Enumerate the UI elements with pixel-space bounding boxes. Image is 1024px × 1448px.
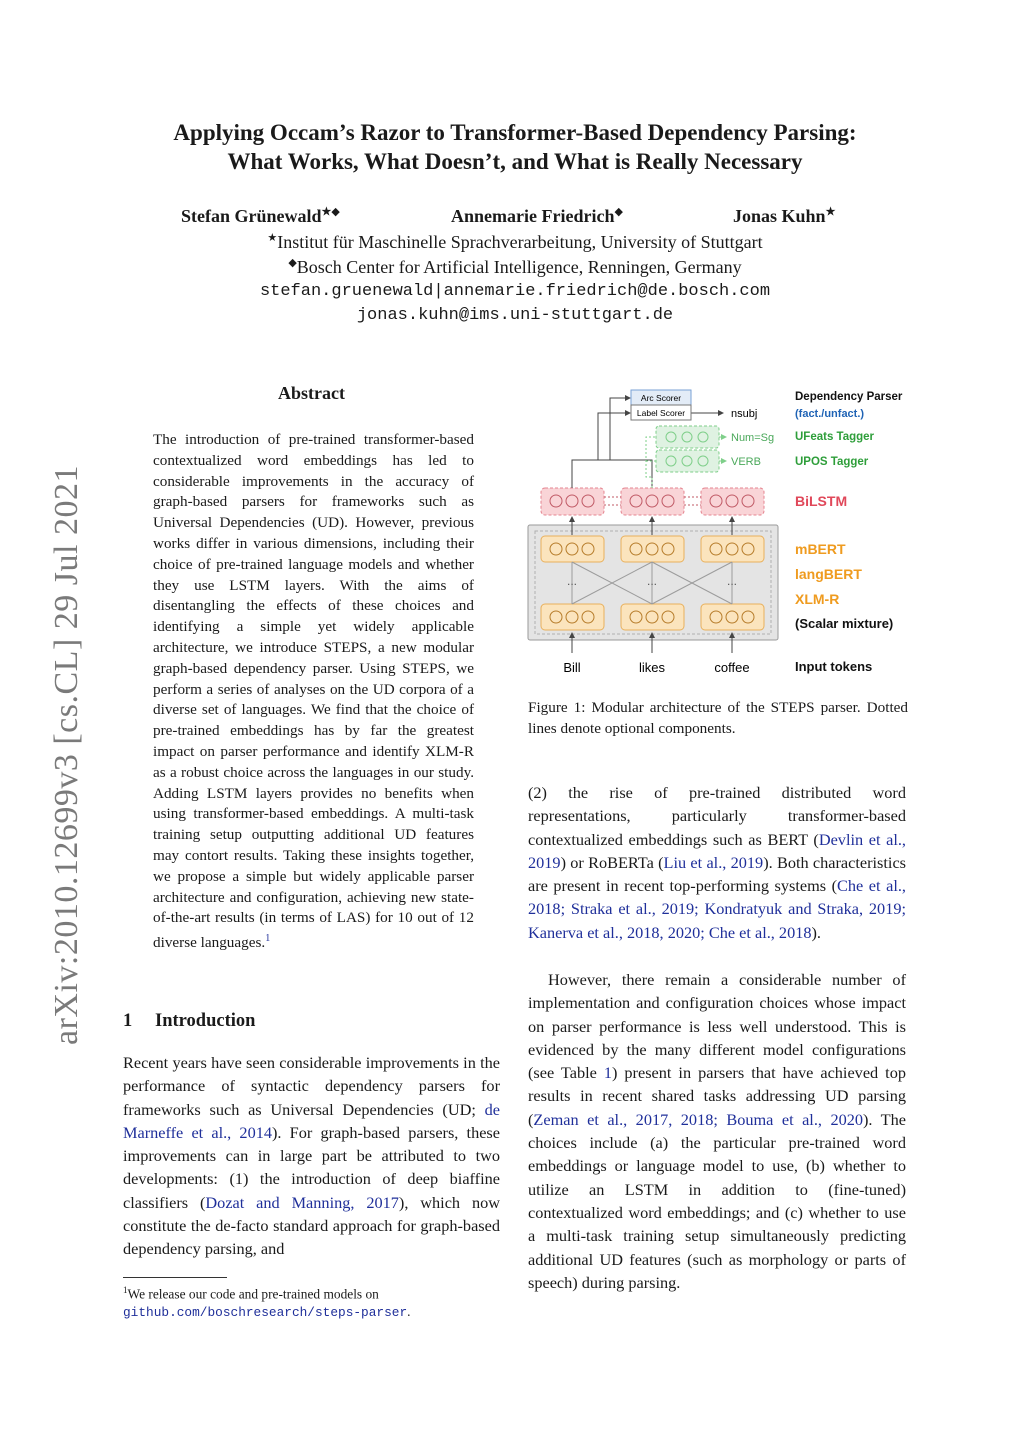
legend-scalar-mixture: (Scalar mixture) [795, 616, 894, 631]
bilstm-layer [541, 488, 764, 515]
footnote-1 [123, 1281, 503, 1322]
arxiv-identifier: arXiv:2010.12699v3 [cs.CL] 29 Jul 2021 [48, 465, 85, 1045]
paragraph-text: ) present in parsers that have achieved top results in recent shared tasks addressing UD parsing ( [528, 1063, 906, 1129]
paragraph-text: Recent years have seen considerable improvements in the performance of syntactic dependency parsers for frameworks such as Universal Dependencies (UD; [123, 1053, 500, 1119]
author-3 [733, 205, 835, 227]
abstract-heading: Abstract [278, 383, 345, 403]
paragraph-text: (2) the rise of pre-trained distributed word representations, particularly transformer-based contextualized embeddings such as BERT ( [528, 783, 906, 849]
arc-scorer-label: Arc Scorer [640, 393, 682, 403]
paragraph-text: ). For graph-based parsers, these improvements can in large part be attributed to two developments: (1) the introduction of deep biaffine classifiers ( [123, 1122, 500, 1212]
footnote-mark: 1 [123, 1285, 128, 1295]
title-line-1: Applying Occam’s Razor to Transformer-Based Dependency Parsing: [173, 120, 857, 145]
affiliation-2 [100, 256, 930, 278]
email-line-2: jonas.kuhn@ims.uni-stuttgart.de [356, 306, 674, 325]
citation-link[interactable]: Liu et al., 2019 [663, 852, 764, 872]
legend-input-tokens: Input tokens [795, 659, 873, 674]
arc-scorer-box [631, 390, 691, 405]
right-paragraph-1 [528, 781, 906, 944]
figure-architecture [525, 385, 915, 685]
legend-xlmr: XLM-R [795, 591, 840, 607]
affiliation-marks: ★◆ [321, 206, 340, 218]
footnote-text: We release our code and pre-trained models on [127, 1286, 379, 1302]
section-heading-introduction [123, 1011, 255, 1032]
citation-link[interactable]: 1 [603, 1063, 612, 1083]
figure-caption: Figure 1: Modular architecture of the STEPS parser. Dotted lines denote optional components. [528, 699, 908, 737]
citation-link[interactable]: Che et al., 2018; Straka et al., 2019; Kondratyuk and Straka, 2019; Kanerva et al., 2018, 2020; Che et al., 2018 [528, 876, 906, 942]
affiliation-mark: ◆ [288, 257, 297, 269]
verb-output: VERB [731, 456, 761, 468]
label-scorer-label: Label Scorer [636, 408, 686, 418]
code-repo-link[interactable]: github.com/boschresearch/steps-parser [123, 1305, 408, 1321]
legend-bilstm: BiLSTM [795, 493, 848, 509]
legend-mbert: mBERT [795, 541, 846, 557]
affiliation-text: Institut für Maschinelle Sprachverarbeitung, University of Stuttgart [277, 232, 763, 252]
token-coffee: coffee [714, 660, 750, 675]
num-sg-output: Num=Sg [731, 432, 775, 444]
upos-tagger [656, 450, 761, 472]
legend-dependency-parser: Dependency Parser [795, 391, 903, 403]
paragraph-text: ), which now constitute the de-facto standard approach for graph-based dependency parsing, and [123, 1192, 501, 1259]
paragraph-text: However, there remain a considerable number of implementation and configuration choices whose impact on parser performance is less well understood. This is evidenced by the many different model configurations (see Table [528, 970, 906, 1083]
transformer-lower-cells [541, 604, 764, 630]
transformer-upper-cells [541, 536, 764, 562]
ellipsis-2: ... [646, 574, 658, 588]
right-paragraph-2 [528, 968, 906, 1294]
author-name: Annemarie Friedrich [451, 206, 615, 226]
legend-ufeats-tagger: UFeats Tagger [795, 431, 875, 443]
citation-link[interactable]: Dozat and Manning, 2017 [205, 1192, 399, 1212]
ellipsis-3: ... [726, 574, 738, 588]
abstract-body [153, 430, 474, 954]
tagger-connections [646, 437, 656, 488]
citation-link[interactable]: Zeman et al., 2017, 2018; Bouma et al., 2020 [533, 1109, 864, 1129]
token-likes: likes [638, 660, 666, 675]
nsubj-output: nsubj [731, 408, 758, 420]
author-name: Jonas Kuhn [733, 206, 826, 226]
ufeats-tagger [656, 426, 774, 448]
section-title: Introduction [155, 1011, 256, 1031]
paragraph-text: ). [811, 922, 821, 942]
title-line-2: What Works, What Doesn’t, and What is Really Necessary [227, 149, 803, 174]
footnote-divider [123, 1277, 227, 1278]
citation-link[interactable]: de Marneffe et al., 2014 [123, 1099, 500, 1142]
footnote-end: . [407, 1304, 411, 1320]
paper-title [100, 118, 930, 176]
author-2 [451, 205, 623, 227]
label-scorer-box [631, 405, 691, 420]
figure-legend [795, 391, 903, 674]
token-bill: Bill [563, 660, 581, 675]
paragraph-text: ). The choices include (a) the particular pre-trained word embeddings or language model to use, (b) whether to utilize an LSTM in addition to (fine-tuned) contextualized word embeddings; and (c) whether to use a multi-task training setup simultaneously predicting additional UD features (such as morphology or parts of speech) during parsing. [528, 1109, 906, 1292]
affiliation-mark: ★ [267, 232, 278, 244]
email-line-1: stefan.gruenewald|annemarie.friedrich@de.bosch.com [259, 282, 771, 301]
author-name: Stefan Grünewald [181, 206, 322, 226]
author-1 [181, 205, 340, 227]
legend-fact-unfact: (fact./unfact.) [795, 408, 865, 420]
footnote-ref[interactable]: 1 [265, 933, 271, 945]
affiliation-text: Bosch Center for Artificial Intelligence, Renningen, Germany [296, 257, 742, 277]
architecture-diagram [525, 385, 915, 685]
legend-langbert: langBERT [795, 566, 862, 582]
affiliation-1 [100, 231, 930, 253]
legend-upos-tagger: UPOS Tagger [795, 456, 869, 468]
abstract-text: The introduction of pre-trained transformer-based contextualized word embeddings has led to considerable improvements in the accuracy of graph-based parsers for frameworks such as Universal Dependencies (UD). However, previous works differ in various dimensions, including their choice of pre-trained language models and whether they use LSTM layers. With the aims of disentangling the effects of these choices and identifying a simple yet widely applicable architecture, we introduce STEPS, a new modular graph-based dependency parser. Using STEPS, we perform a series of analyses on the UD corpora of a diverse set of languages. We find that the choice of pre-trained embeddings has by far the greatest impact on parser performance and identify XLM-R as a robust choice across the languages in our study. Adding LSTM layers provides no benefits when using transformer-based embeddings. A multi-task training setup outputting additional UD features may contort results. Taking these insights together, we propose a simple but widely applicable parser architecture and configuration, achieving new state-of-the-art results (in terms of LAS) for 10 out of 12 diverse languages. [153, 431, 474, 952]
section-number: 1 [123, 1011, 133, 1031]
affiliation-marks: ◆ [614, 206, 623, 218]
paragraph-text: ) or RoBERTa ( [560, 852, 664, 872]
paragraph-text: ). Both characteristics are present in recent top-performing systems ( [528, 852, 907, 896]
citation-link[interactable]: Devlin et al., 2019 [528, 829, 907, 872]
affiliation-marks: ★ [825, 206, 836, 218]
intro-paragraph-1 [123, 1051, 500, 1261]
ellipsis-1: ... [566, 574, 578, 588]
